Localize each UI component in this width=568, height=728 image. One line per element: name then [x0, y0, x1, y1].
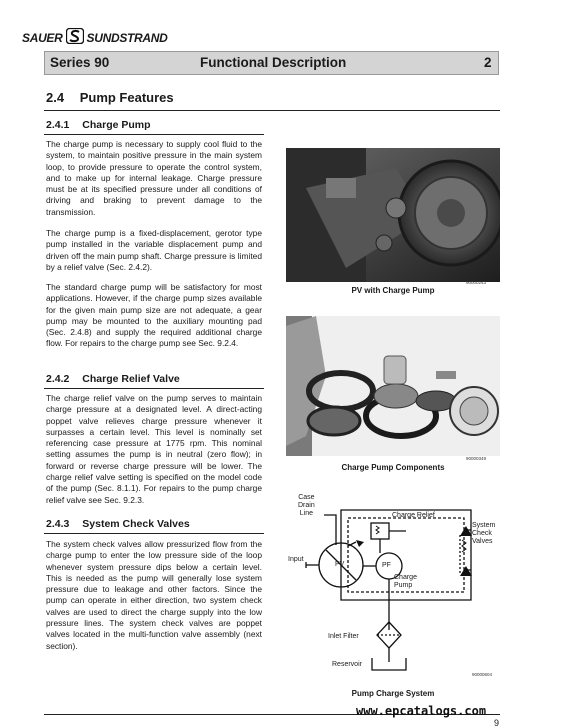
section-heading — [46, 90, 174, 105]
case-drain-label — [298, 494, 315, 518]
charge-pump-label — [394, 574, 417, 590]
diagram-code: 90000604 — [472, 672, 493, 677]
charge-relief-label: Charge Relief — [392, 512, 435, 519]
label-line: System — [472, 522, 496, 529]
chapter-number: 2 — [484, 55, 492, 70]
subsection-heading-charge-relief-valve — [46, 373, 180, 385]
input-label: Input — [288, 556, 304, 563]
subsection-number: 2.4.3 — [46, 518, 70, 530]
subsection-number: 2.4.1 — [46, 119, 70, 131]
reservoir-label: Reservoir — [332, 661, 362, 668]
pump-photo — [286, 148, 500, 282]
paragraph: The charge pump is necessary to supply cool fluid to the system, to maintain positive pressure in the main system loop, to provide pressure to operate the control system, and to make up for internal leakage. Charge pressure must be at its specified pressure under all conditions of driving and braking to prevent damage to the transmission. — [46, 139, 262, 217]
brand-s-icon — [66, 28, 84, 47]
page-number: 9 — [494, 718, 500, 728]
pv-label: PV — [335, 561, 345, 568]
series-label: Series 90 — [50, 55, 110, 70]
brand-logo — [22, 28, 168, 47]
label-line: Pump — [394, 582, 413, 589]
section-number: 2.4 — [46, 90, 65, 105]
section-rule — [44, 110, 500, 111]
section-title: Pump Features — [79, 90, 174, 105]
photo-code: 90000349 — [466, 456, 487, 461]
inlet-filter-label: Inlet Filter — [328, 633, 359, 640]
subsection-number: 2.4.2 — [46, 373, 70, 385]
brand-left-text: SAUER — [22, 30, 63, 45]
label-line: Charge — [394, 574, 417, 581]
brand-right-text: SUNDSTRAND — [86, 30, 168, 45]
paragraph: The charge pump is a fixed-displacement, gerotor type pump installed in the variable displacement pump and driven off the main pump shaft. Charge pressure is limited by a relief valve (Sec. 2.4.2). — [46, 228, 262, 272]
pf-label: PF — [382, 562, 391, 569]
components-photo — [286, 316, 500, 456]
subsection-title: Charge Pump — [82, 119, 151, 131]
system-check-valves-label — [472, 522, 495, 546]
label-line: Check — [472, 530, 492, 537]
subsection-title: System Check Valves — [82, 518, 190, 530]
paragraph: The system check valves allow pressurized flow from the charge pump to enter the low pressure side of the loop whenever system pressure dips below a certain level. This is needed as the pump will generally lose system pressure due to leakage and other factors. Since the pump can operate in either direction, two system check valves are used to direct the charge supply into the low pressure lines. The system check valves are poppet valves located in the multi-function valve assembly (next section). — [46, 539, 262, 651]
label-line: Valves — [472, 538, 493, 545]
subsection-rule — [44, 533, 264, 534]
photo-caption: Charge Pump Components — [341, 463, 445, 472]
photo-caption: PV with Charge Pump — [351, 286, 435, 295]
label-line: Case — [298, 494, 315, 501]
footer-url: www.epcatalogs.com — [356, 704, 487, 718]
subsection-rule — [44, 388, 264, 389]
paragraph: The standard charge pump will be satisfactory for most applications. However, if the charge pump sizes available for the given main pump size are not adequate, a gear pump may be mounted to the auxiliary mounting pad (Sec. 2.4.8) and supply the required additional charge flow. For repairs to the charge pump see Sec. 9.2.4. — [46, 282, 262, 349]
subsection-heading-system-check-valves — [46, 518, 190, 530]
label-line: Line — [299, 510, 313, 517]
subsection-heading-charge-pump — [46, 119, 151, 131]
pump-charge-system-diagram — [286, 490, 502, 685]
subsection-title: Charge Relief Valve — [82, 373, 180, 385]
diagram-caption: Pump Charge System — [351, 689, 435, 698]
paragraph: The charge relief valve on the pump serves to maintain charge pressure at a designated level. A direct-acting poppet valve relieves charge pressure whenever it surpasses a certain level. This level is nominally set referencing case pressure at 1775 rpm. This nominal setting assumes the pump is in neutral (zero flow); in forward or reverse charge pressure will be lower. The charge relief valve setting is specified on the model code of the pump (Sec. 8.1.1). For repairs to the pump charge relief valve see Sec. 9.2.3. — [46, 393, 262, 505]
photo-code: 90000243 — [466, 280, 487, 285]
label-line: Drain — [298, 502, 315, 509]
subsection-rule — [44, 134, 264, 135]
section-title-header: Functional Description — [200, 55, 347, 70]
